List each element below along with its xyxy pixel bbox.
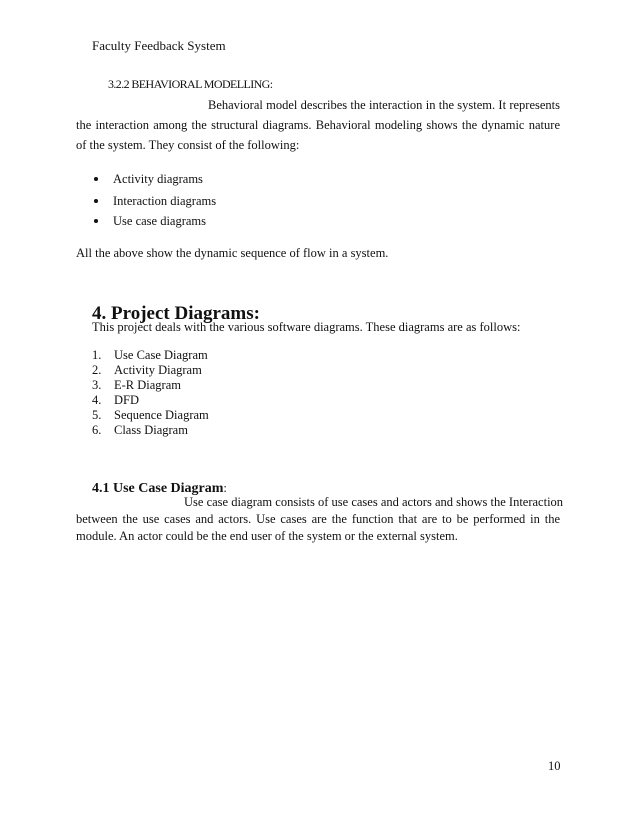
- list-item-label: Use Case Diagram: [114, 348, 208, 362]
- paragraph-line: of the system. They consist of the following:: [76, 138, 300, 152]
- bullet-item: [92, 191, 216, 211]
- list-item-label: Activity Diagram: [114, 363, 202, 377]
- paragraph-line: the interaction among the structural diagrams. Behavioral modeling shows the dynamic nature: [76, 118, 560, 132]
- list-item-label: Class Diagram: [114, 423, 188, 437]
- behavioral-bullet-list: [92, 169, 216, 231]
- list-item-number: 4.: [92, 393, 102, 407]
- bullet-dot-icon: [94, 219, 98, 223]
- use-case-paragraph: [76, 494, 564, 545]
- list-item-number: 6.: [92, 423, 102, 437]
- behavioral-closing-text: All the above show the dynamic sequence of flow in a system.: [76, 246, 389, 260]
- list-item: [92, 348, 209, 363]
- list-item: [92, 378, 209, 393]
- list-item-number: 2.: [92, 363, 102, 377]
- bullet-item: [92, 169, 216, 189]
- list-item-label: Sequence Diagram: [114, 408, 209, 422]
- bullet-item: [92, 211, 216, 231]
- list-item-number: 1.: [92, 348, 102, 362]
- project-diagrams-list: [92, 348, 209, 438]
- list-item: [92, 363, 209, 378]
- list-item: [92, 423, 209, 438]
- page-number: 10: [548, 759, 561, 773]
- bullet-item-label: Use case diagrams: [113, 214, 207, 228]
- project-diagrams-heading: 4. Project Diagrams:: [92, 303, 260, 324]
- use-case-heading-text: 4.1 Use Case Diagram: [92, 481, 224, 496]
- project-diagrams-intro: This project deals with the various software diagrams. These diagrams are as follows:: [92, 320, 521, 334]
- bullet-dot-icon: [94, 177, 98, 181]
- list-item-number: 3.: [92, 378, 102, 392]
- list-item-number: 5.: [92, 408, 102, 422]
- list-item: [92, 393, 209, 408]
- list-item: [92, 408, 209, 423]
- paragraph-line: Behavioral model describes the interaction in the system. It represents: [208, 98, 560, 112]
- list-item-label: E-R Diagram: [114, 378, 181, 392]
- bullet-item-label: Activity diagrams: [113, 172, 203, 186]
- bullet-dot-icon: [94, 199, 98, 203]
- paragraph-line: Use case diagram consists of use cases and actors and shows the Interaction: [184, 495, 564, 509]
- list-item-label: DFD: [114, 393, 140, 407]
- behavioral-modelling-heading: 3.2.2 BEHAVIORAL MODELLING:: [108, 77, 273, 91]
- bullet-item-label: Interaction diagrams: [113, 194, 217, 208]
- document-header-title: Faculty Feedback System: [92, 38, 226, 53]
- use-case-heading-colon: :: [223, 481, 227, 495]
- behavioral-paragraph: [76, 95, 560, 155]
- paragraph-line: module. An actor could be the end user of the system or the external system.: [76, 529, 458, 543]
- paragraph-line: between the use cases and actors. Use cases are the function that are to be performed in the: [76, 512, 560, 526]
